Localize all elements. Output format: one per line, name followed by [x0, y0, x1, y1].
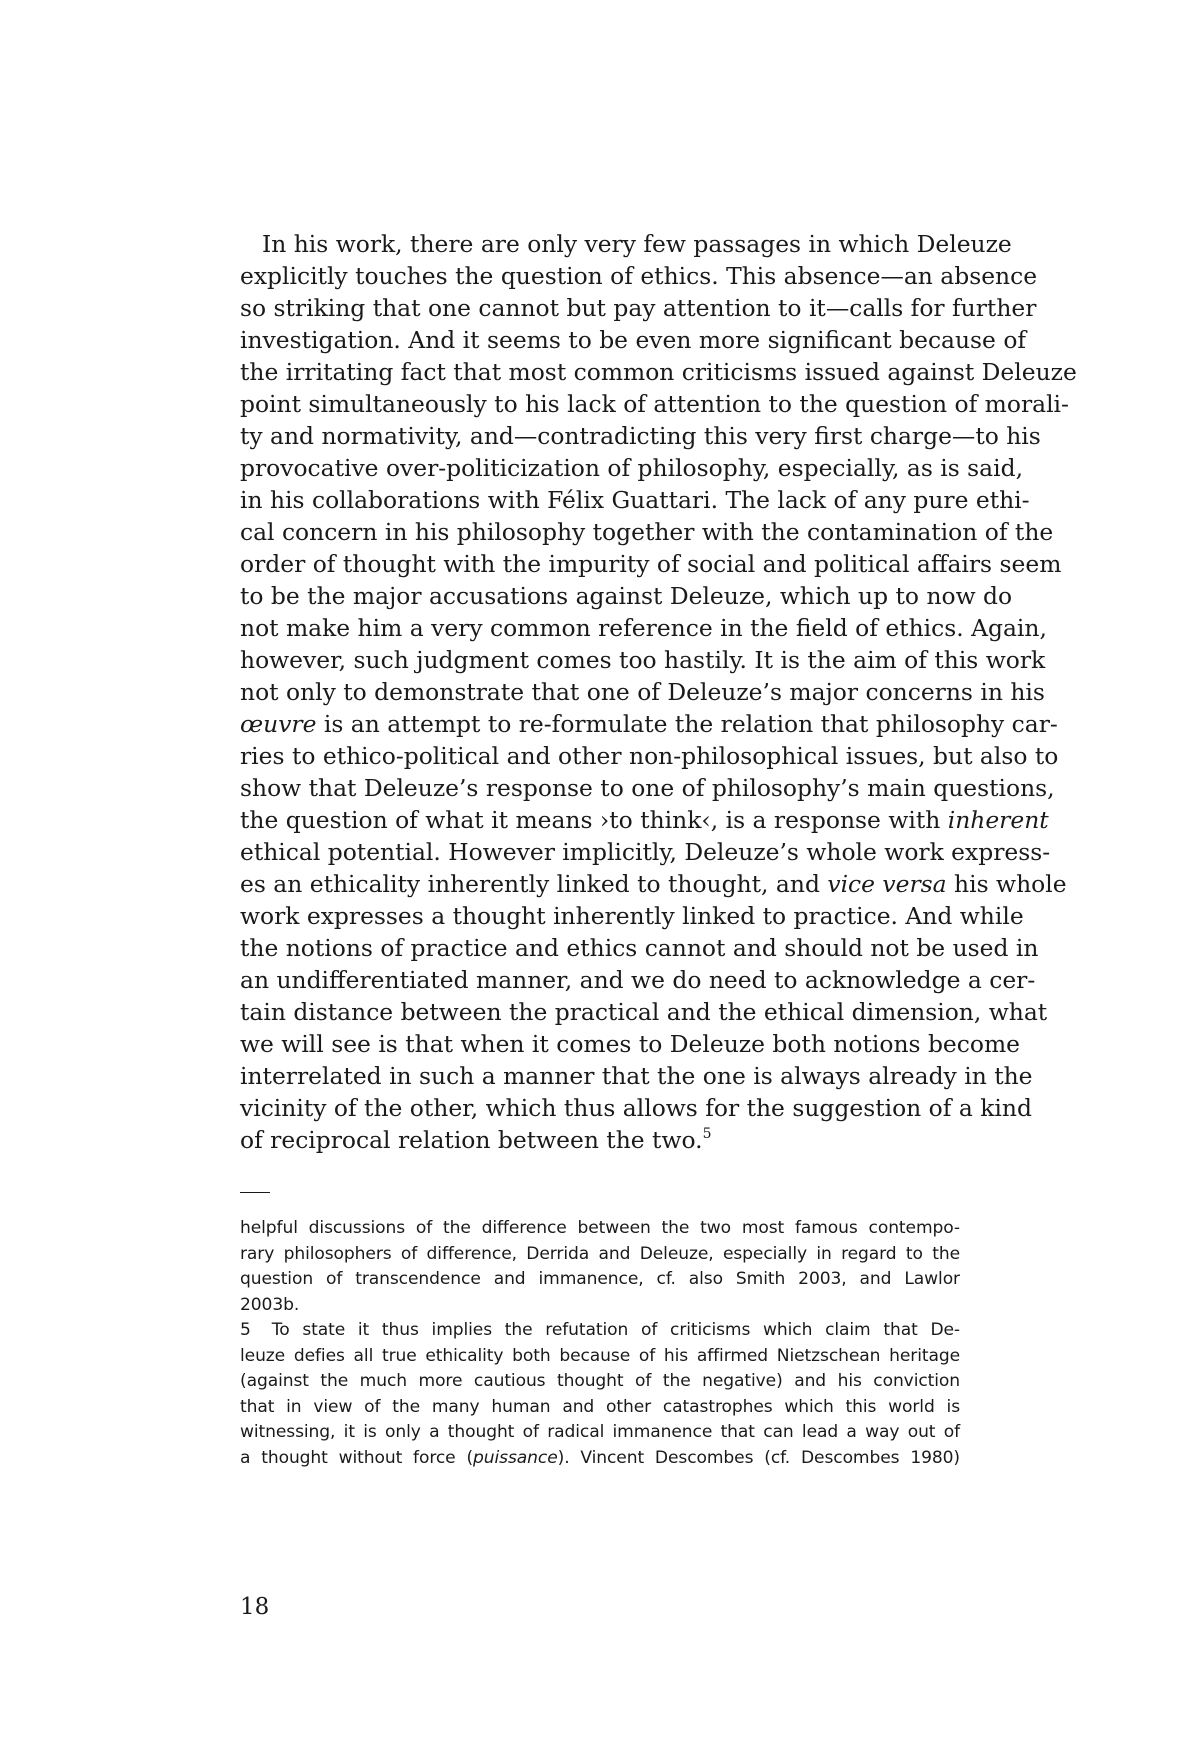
footnote-line: witnessing, it is only a thought of radical immanence that can lead a way out of	[240, 1422, 960, 1442]
footnote-line: question of transcendence and immanence, cf. also Smith 2003, and Lawlor	[240, 1269, 960, 1289]
page-number: 18	[240, 1594, 270, 1620]
line-text: the question of what it means ›to think‹, is a response with	[240, 806, 948, 834]
paragraph-line: interrelated in such a manner that the one is always already in the	[240, 1062, 1033, 1090]
footnote-marker[interactable]: 5	[702, 1126, 712, 1142]
italic-term: œuvre	[240, 710, 317, 738]
italic-term: inherent	[947, 806, 1049, 834]
paragraph-line: so striking that one cannot but pay attention to it—calls for further	[240, 294, 1037, 322]
italic-term: puissance	[473, 1447, 558, 1468]
line-text: of reciprocal relation between the two.	[240, 1126, 703, 1154]
paragraph-line: ty and normativity, and—contradicting this very first charge—to his	[240, 422, 1041, 450]
footnote-line: 2003b.	[240, 1294, 300, 1315]
paragraph-line: vicinity of the other, which thus allows for the suggestion of a kind	[240, 1094, 1032, 1122]
paragraph-line: we will see is that when it comes to Deleuze both notions become	[240, 1030, 1020, 1058]
main-paragraph	[240, 228, 1077, 1156]
paragraph-line: point simultaneously to his lack of attention to the question of morali-	[240, 390, 1069, 418]
footnote-line: rary philosophers of difference, Derrida and Deleuze, especially in regard to the	[240, 1243, 960, 1264]
line-text: To state it thus implies the refutation of criticisms which claim that De-	[271, 1320, 960, 1340]
paragraph-line: however, such judgment comes too hastily. It is the aim of this work	[240, 646, 1046, 674]
paragraph-line: tain distance between the practical and the ethical dimension, what	[240, 998, 1048, 1026]
footnote-5-first-line	[240, 1318, 960, 1344]
paragraph-line: order of thought with the impurity of social and political affairs seem	[240, 550, 1062, 578]
paragraph-line: show that Deleuze’s response to one of philosophy’s main questions,	[240, 774, 1055, 802]
paragraph-line: cal concern in his philosophy together with the contamination of the	[240, 518, 1054, 546]
paragraph-line	[240, 868, 1067, 900]
paragraph-line: ethical potential. However implicitly, Deleuze’s whole work express-	[240, 838, 1051, 866]
paragraph-line: not make him a very common reference in the field of ethics. Again,	[240, 614, 1047, 642]
paragraph-line: not only to demonstrate that one of Deleuze’s major concerns in his	[240, 678, 1045, 706]
line-text: is an attempt to re-formulate the relation that philosophy car-	[316, 710, 1058, 738]
italic-term: vice versa	[827, 870, 947, 898]
paragraph-line: the irritating fact that most common criticisms issued against Deleuze	[240, 358, 1077, 386]
line-text: a thought without force (	[240, 1447, 474, 1468]
paragraph-line: work expresses a thought inherently linked to practice. And while	[240, 902, 1024, 930]
paragraph-line: provocative over-politicization of philosophy, especially, as is said,	[240, 454, 1024, 482]
footnote-separator	[240, 1192, 270, 1193]
footnote-line: that in view of the many human and other catastrophes which this world is	[240, 1396, 960, 1417]
paragraph-line: In his work, there are only very few passages in which Deleuze	[262, 230, 1012, 258]
paragraph-line	[240, 804, 1049, 836]
footnotes	[240, 1216, 960, 1471]
paragraph-line: investigation. And it seems to be even more significant because of	[240, 326, 1027, 354]
footnote-line: leuze defies all true ethicality both because of his affirmed Nietzschean heritage	[240, 1345, 960, 1366]
paragraph-line: explicitly touches the question of ethics. This absence—an absence	[240, 262, 1038, 290]
line-text: his whole	[946, 870, 1067, 898]
paragraph-line: an undifferentiated manner, and we do need to acknowledge a cer-	[240, 966, 1036, 994]
paragraph-line: ries to ethico-political and other non-philosophical issues, but also to	[240, 742, 1059, 770]
paragraph-line: to be the major accusations against Deleuze, which up to now do	[240, 582, 1013, 610]
footnote-line: helpful discussions of the difference between the two most famous contempo-	[240, 1218, 960, 1238]
footnote-line	[240, 1446, 960, 1472]
line-text: ). Vincent Descombes (cf. Descombes 1980)	[557, 1447, 960, 1468]
paragraph-line: in his collaborations with Félix Guattari. The lack of any pure ethi-	[240, 486, 1030, 514]
paragraph-line	[240, 1124, 960, 1156]
footnote-line: (against the much more cautious thought of the negative) and his conviction	[240, 1371, 960, 1391]
footnote-number: 5	[240, 1320, 251, 1340]
line-text: es an ethicality inherently linked to thought, and	[240, 870, 828, 898]
paragraph-line	[240, 708, 1058, 740]
paragraph-line: the notions of practice and ethics cannot and should not be used in	[240, 934, 1039, 962]
